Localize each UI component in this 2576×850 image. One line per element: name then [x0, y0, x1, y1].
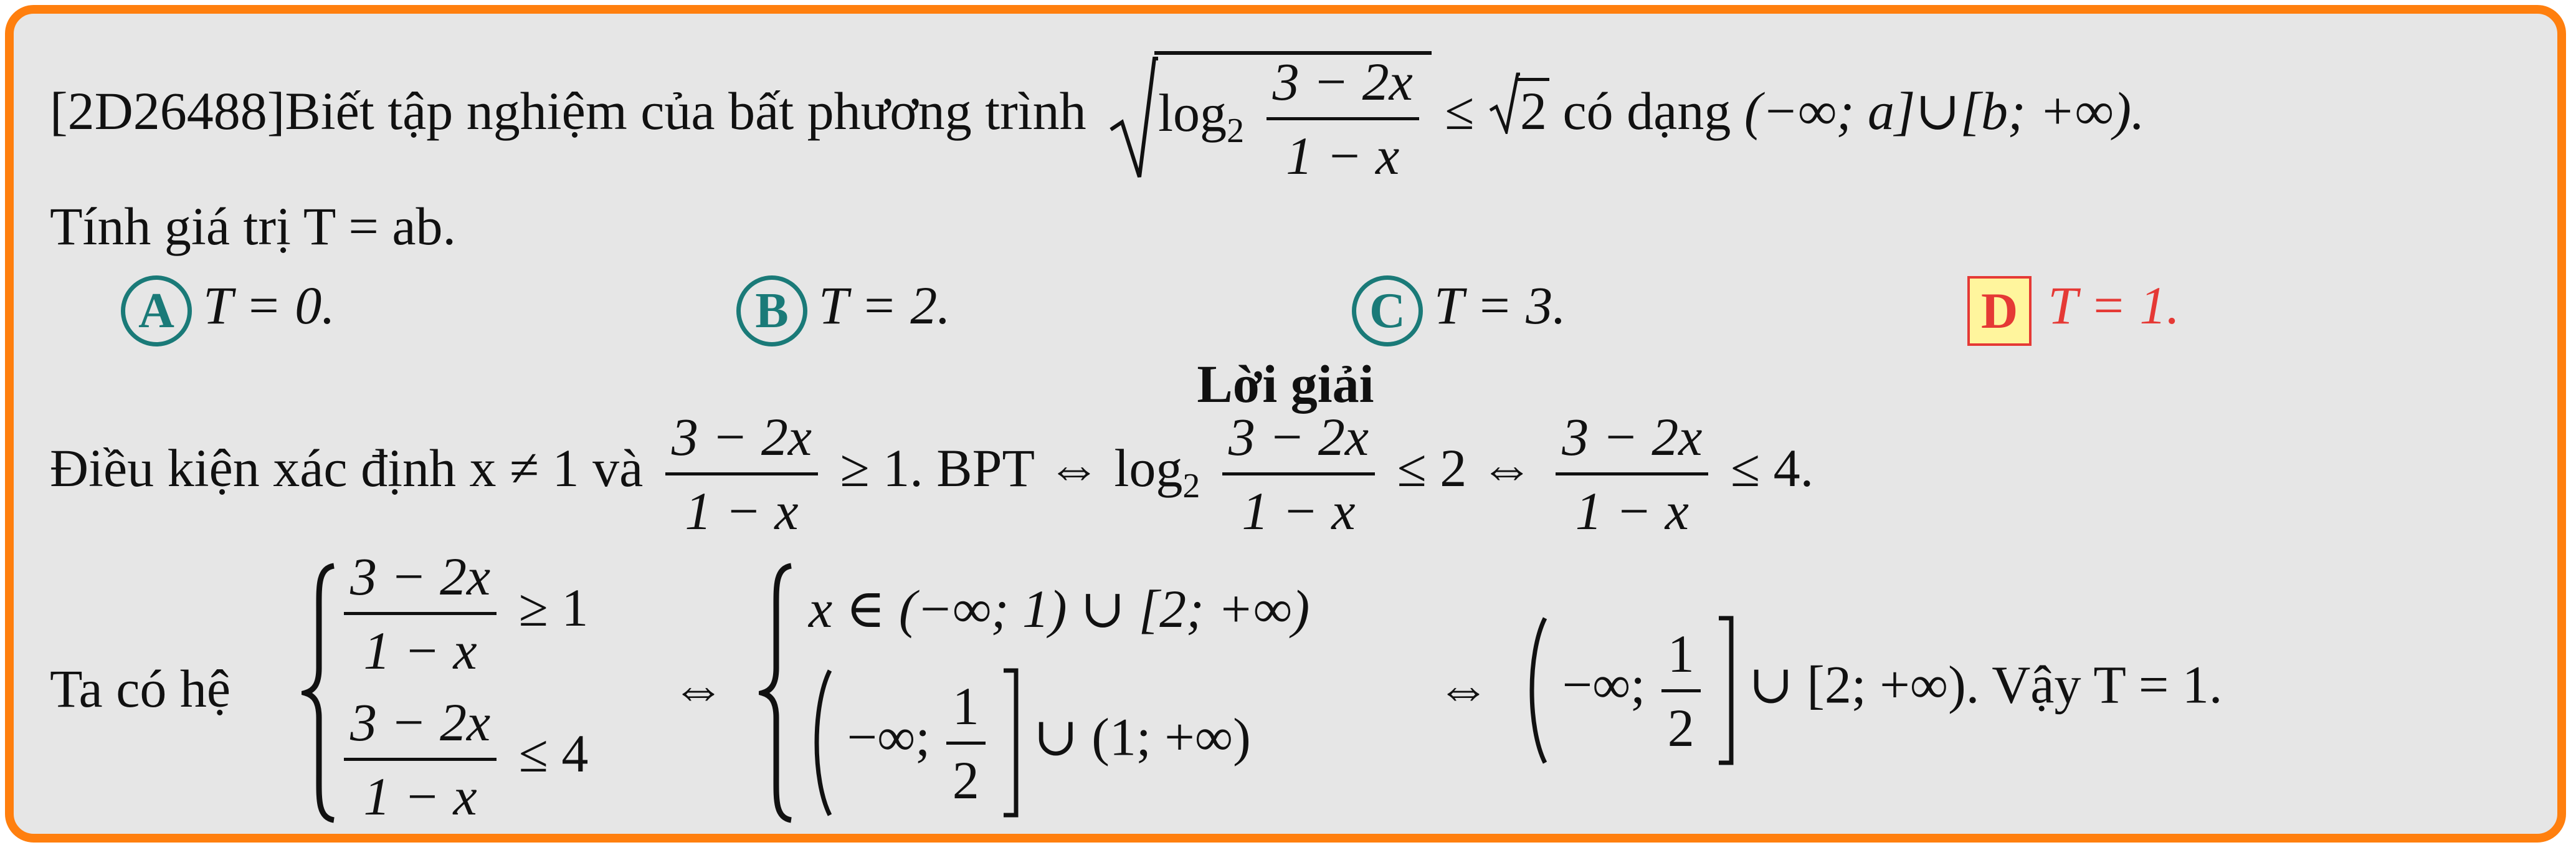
fraction-denominator: 1 − x: [1575, 481, 1689, 541]
log-operator: log: [1158, 83, 1227, 143]
equivalence-1: ⇔: [672, 659, 725, 719]
exercise-card: [5, 5, 2566, 843]
log-operator: log: [1114, 438, 1183, 499]
half-denominator: 2: [1667, 697, 1694, 758]
sqrt-radical-sign: [1488, 72, 1520, 134]
right-bracket: [1716, 616, 1735, 765]
fraction-denominator: 1 − x: [363, 766, 477, 826]
fraction-numerator: 3 − 2x: [344, 550, 497, 615]
fraction-half: [1661, 623, 1701, 758]
right-bracket: [1001, 668, 1020, 818]
option-d-correct[interactable]: [1967, 274, 2180, 346]
fraction: [344, 547, 497, 680]
option-c[interactable]: [1352, 274, 1566, 346]
option-d-text: T = 1.: [2048, 275, 2180, 335]
fraction-denominator: 1 − x: [1286, 126, 1400, 186]
answer-form: (−∞; a]∪[b; +∞).: [1744, 81, 2145, 141]
problem-statement-line2: Tính giá trị T = ab.: [50, 196, 457, 256]
result-left: −∞;: [1562, 654, 1646, 715]
log-base: 2: [1182, 467, 1200, 506]
fraction: [1267, 52, 1419, 186]
fraction-denominator: 1 − x: [363, 621, 477, 680]
fraction-numerator: 3 − 2x: [1556, 410, 1708, 475]
step-relation-1: ≤ 2 ⇔: [1397, 438, 1534, 499]
step-relation-2: ≤ 4.: [1730, 438, 1814, 499]
fraction: [344, 692, 497, 826]
condition-tail: ≥ 1. BPT ⇔: [840, 438, 1101, 499]
system-lead: Ta có hệ: [50, 659, 231, 719]
half-denominator: 2: [952, 750, 979, 810]
fraction-half: [946, 676, 986, 810]
solution-condition-line: [50, 407, 1814, 541]
option-b-badge: B: [736, 275, 807, 346]
option-a-text: T = 0.: [203, 275, 335, 335]
option-a-badge: A: [121, 275, 192, 346]
option-b[interactable]: [736, 274, 951, 346]
left-brace-2: [759, 562, 796, 824]
left-brace: [302, 562, 339, 824]
system2-row-1: x ∈ (−∞; 1) ∪ [2; +∞): [809, 579, 1310, 639]
option-c-badge: C: [1352, 275, 1423, 346]
interval-left: −∞;: [847, 707, 931, 767]
solution-title: Lời giải: [1197, 354, 1374, 414]
fraction: [1556, 407, 1708, 541]
system-relation-2: ≤ 4: [518, 723, 589, 784]
problem-lead: Biết tập nghiệm của bất phương trình: [285, 81, 1086, 141]
system-row-2: [344, 692, 589, 826]
sqrt-value: 2: [1518, 78, 1549, 141]
condition-lead: Điều kiện xác định x ≠ 1 và: [50, 438, 644, 499]
left-paren: [1524, 616, 1549, 765]
problem-code: [2D26488]: [50, 81, 285, 141]
option-b-text: T = 2.: [819, 275, 951, 335]
log-base: 2: [1227, 112, 1245, 151]
fraction-denominator: 1 − x: [1242, 481, 1356, 541]
system2-row-2: [809, 668, 1251, 818]
result-right: ∪ [2; +∞). Vậy T = 1.: [1748, 654, 2223, 715]
sqrt-radical-sign: [1108, 55, 1158, 179]
fraction: [1222, 407, 1375, 541]
half-numerator: 1: [946, 679, 986, 745]
equivalence-2: ⇔: [1437, 659, 1490, 719]
option-d-badge: D: [1967, 276, 2032, 346]
option-c-text: T = 3.: [1434, 275, 1566, 335]
problem-statement-line1: [50, 51, 2145, 186]
fraction-numerator: 3 − 2x: [344, 695, 497, 761]
relation: ≤: [1445, 81, 1475, 141]
problem-mid: có dạng: [1562, 81, 1731, 141]
fraction: [665, 407, 818, 541]
final-result: [1524, 616, 2222, 765]
option-a[interactable]: [121, 274, 335, 346]
left-paren: [809, 668, 834, 818]
system-row-1: [344, 547, 589, 680]
half-numerator: 1: [1661, 627, 1701, 692]
fraction-numerator: 3 − 2x: [1222, 410, 1375, 475]
system-relation-1: ≥ 1: [518, 578, 589, 638]
fraction-denominator: 1 − x: [685, 481, 799, 541]
interval-right: ∪ (1; +∞): [1033, 707, 1251, 767]
fraction-numerator: 3 − 2x: [665, 410, 818, 475]
fraction-numerator: 3 − 2x: [1267, 55, 1419, 120]
